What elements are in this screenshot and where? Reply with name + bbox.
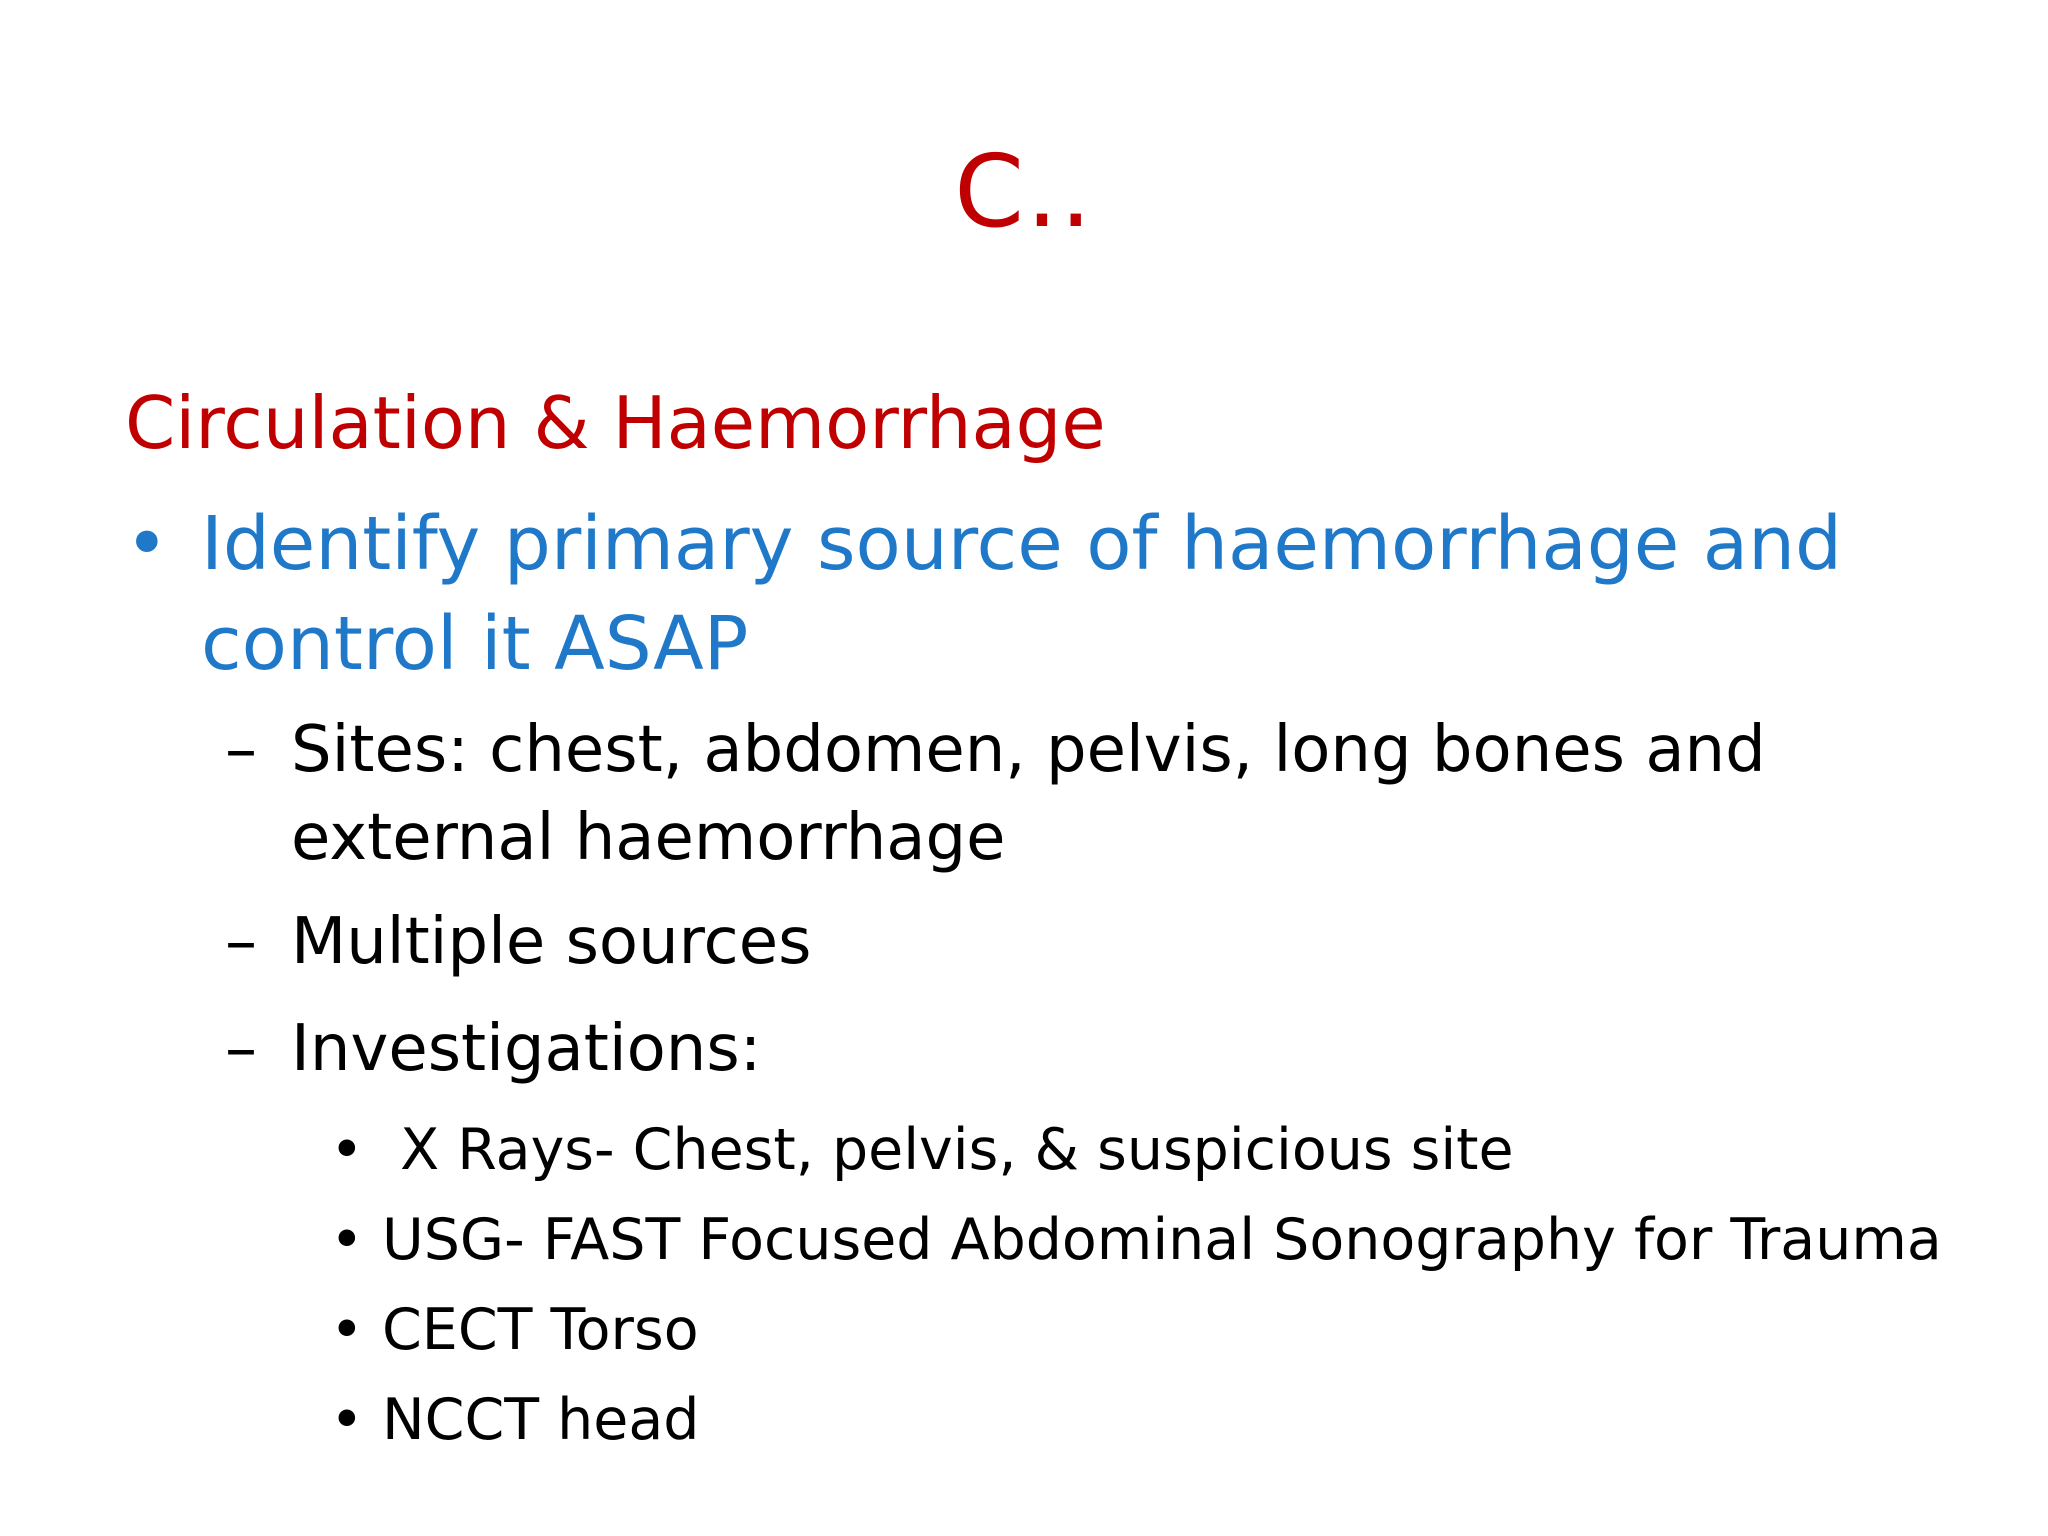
sub-bullet-text: Investigations: bbox=[291, 1012, 762, 1086]
bullet-dot: • bbox=[330, 1207, 364, 1273]
investigation-text: NCCT head bbox=[382, 1387, 700, 1453]
investigation-text: X Rays- Chest, pelvis, & suspicious site bbox=[382, 1117, 1514, 1183]
investigation-text: USG- FAST Focused Abdominal Sonography for Trauma bbox=[382, 1207, 1942, 1273]
dash-marker: – bbox=[225, 905, 257, 979]
section-heading: Circulation & Haemorrhage bbox=[125, 381, 1106, 465]
bullet-dot: • bbox=[125, 501, 169, 587]
sub-bullet-text: Multiple sources bbox=[291, 905, 812, 979]
bullet-dot: • bbox=[330, 1387, 364, 1453]
bullet-dot: • bbox=[330, 1117, 364, 1183]
primary-bullet-text: Identify primary source of haemorrhage and control it ASAP bbox=[201, 501, 1842, 687]
dash-marker: – bbox=[225, 1012, 257, 1086]
dash-marker: – bbox=[225, 713, 257, 787]
investigation-text: CECT Torso bbox=[382, 1297, 699, 1363]
slide-title: C.. bbox=[954, 133, 1094, 250]
bullet-dot: • bbox=[330, 1297, 364, 1363]
sub-bullet-text: Sites: chest, abdomen, pelvis, long bones and external haemorrhage bbox=[291, 713, 1766, 875]
